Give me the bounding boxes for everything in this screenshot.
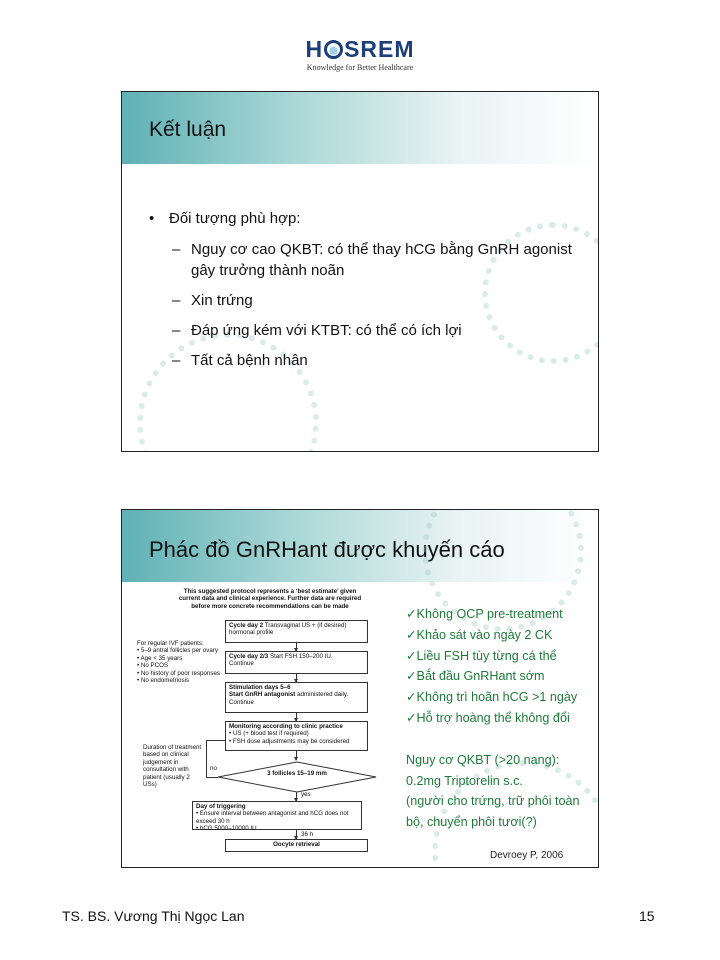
hosrem-logo	[300, 36, 420, 72]
arrow	[296, 643, 297, 651]
check-item: ✓Hỗ trợ hoàng thể không đổi	[406, 710, 570, 725]
sub-item: – Xin trứng	[172, 292, 253, 309]
patient-criteria: For regular IVF patients: • 5–9 antral follicles per ovary • Age < 35 years • No PCOS • No history of poor responses • No endometriosis	[137, 640, 220, 685]
globe-icon	[324, 40, 343, 59]
duration-note: Duration of treatment based on clinical judgement in consultation with patient (usually 2 USs)	[143, 744, 202, 789]
logo-letters-srem: SREM	[344, 36, 415, 62]
slide-1	[121, 91, 599, 452]
oocyte-retrieval-box: Oocyte retrieval	[225, 839, 368, 852]
logo-letter-h: H	[305, 36, 324, 62]
slide-1-content	[149, 208, 579, 380]
page-number: 15	[639, 908, 655, 924]
yes-label: yes	[301, 791, 311, 798]
flowchart-header: This suggested protocol represents a ‘best estimate’ given current data and clinical experience. Further data are required before more concrete recommendations can be made	[178, 588, 362, 610]
arrow	[296, 713, 297, 721]
arrow	[296, 792, 297, 801]
sub-item: – Tất cả bệnh nhân	[172, 352, 308, 369]
logo-tagline: Knowledge for Better Healthcare	[306, 63, 414, 72]
triggering-box: Day of triggering • Ensure interval between antagonist and hCG does not exceed 30 h • hCG 5000–10000 IU	[192, 801, 362, 830]
arrow	[296, 830, 297, 839]
loop-line	[206, 740, 225, 741]
arrow	[296, 751, 297, 760]
bullet-item: • Đối tượng phù hợp:	[149, 210, 301, 227]
check-item: ✓Khảo sát vào ngày 2 CK	[406, 627, 553, 642]
check-item: ✓Không trì hoãn hCG >1 ngày	[406, 690, 578, 705]
sub-item: – Nguy cơ cao QKBT: có thể thay hCG bằng GnRH agonist gây trưởng thành noãn	[172, 241, 572, 279]
stimulation-box: Stimulation days 5–6 Start GnRH antagonist administered daily. Continue	[225, 682, 368, 713]
slide-1-header	[122, 92, 598, 164]
interval-label: 36 h	[301, 831, 314, 838]
check-item: ✓Bắt đầu GnRHant sớm	[406, 669, 545, 684]
sub-item: – Đáp ứng kém với KTBT: có thể có ích lợi	[172, 322, 462, 339]
decision-label: 3 follicles 15–19 mm	[267, 770, 327, 777]
arrow	[296, 674, 297, 682]
footer-author: TS. BS. Vương Thị Ngọc Lan	[62, 908, 245, 924]
cycle-day-2-box: Cycle day 2 Transvaginal US + (if desired) hormonal profile	[225, 620, 368, 643]
check-item: ✓Liều FSH tùy từng cá thể	[406, 648, 557, 663]
loop-line	[206, 740, 207, 777]
check-item: ✓Không OCP pre-treatment	[406, 607, 563, 621]
slide-1-title: Kết luận	[149, 118, 227, 141]
ohss-risk-note: Nguy cơ QKBT (>20 nang): 0.2mg Triptorelin s.c. (người cho trứng, trữ phôi toàn bộ, chuyển phôi tươi(?)	[406, 753, 580, 829]
no-label: no	[210, 765, 217, 772]
slide-2	[121, 509, 599, 868]
recommendation-checklist	[406, 604, 596, 729]
cycle-day-23-box: Cycle day 2/3 Start FSH 150–200 IU. Continue	[225, 651, 368, 674]
citation: Devroey P, 2006	[490, 850, 564, 861]
monitoring-box: Monitoring according to clinic practice • US (+ blood test if required) • FSH dose adjustments may be considered	[225, 721, 368, 751]
protocol-flowchart	[137, 585, 402, 853]
slide-2-title: Phác đồ GnRHant được khuyến cáo	[149, 537, 505, 562]
